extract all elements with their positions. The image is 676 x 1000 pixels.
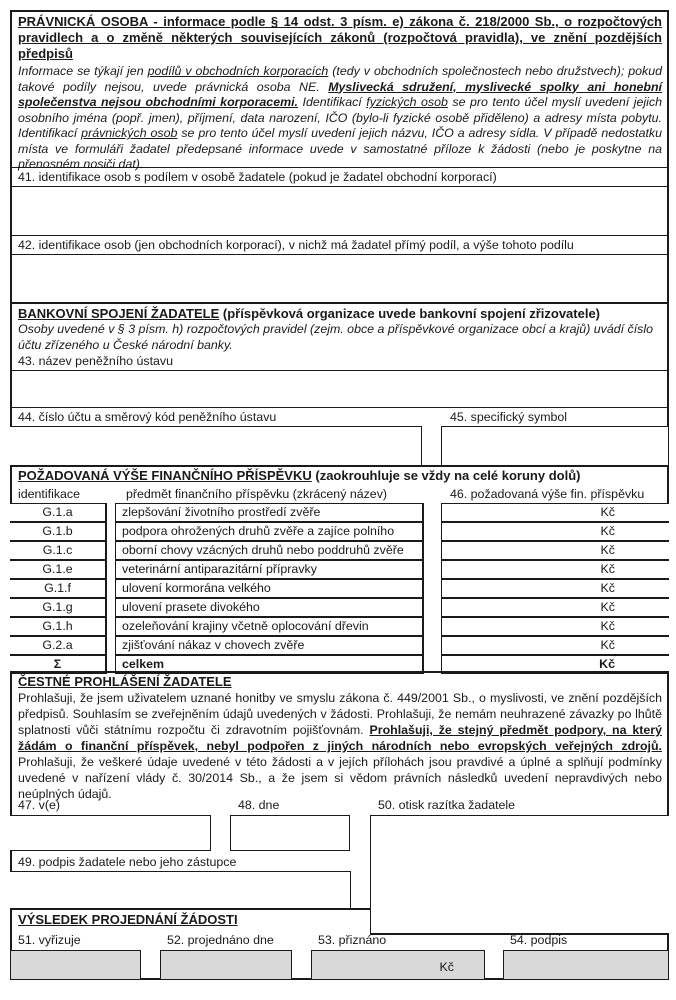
row-amount-input[interactable] [441, 541, 669, 560]
divider [11, 167, 668, 168]
field-43-label: 43. název peněžního ústavu [18, 354, 173, 368]
note-underlined: fyzických osob [366, 95, 448, 109]
currency-label: Kč [600, 543, 615, 557]
row-subject-cell: oborní chovy vzácných druhů nebo poddruhů zvěře [115, 541, 423, 560]
col-header-amount: 46. požadovaná výše fin. příspěvku [450, 487, 645, 501]
section-divider [10, 671, 669, 673]
field-52-label: 52. projednáno dne [167, 933, 274, 947]
declaration-bold: Prohlašuji, že stejný předmět podpory, na který žádám o finanční příspěvek, nebyl podpořen z jiných národních nebo evropských veřejných zdrojů. [18, 723, 662, 753]
legal-person-title-text: PRÁVNICKÁ OSOBA - informace podle § 14 odst. 3 písm. e) zákona č. 218/2000 Sb., o rozpočtových pravidlech a o změně některých souvisejících zákonů (rozpočtová pravidla), ve znění pozdějších předpisů [18, 14, 662, 61]
row-subject-cell: zlepšování životního prostředí zvěře [115, 503, 423, 522]
field-51-label: 51. vyřizuje [18, 933, 81, 947]
row-amount-input[interactable] [441, 503, 669, 522]
note-underlined: právnických osob [81, 126, 178, 140]
total-id-cell: Σ [10, 655, 106, 674]
contribution-title [18, 468, 668, 484]
row-id-cell: G.1.e [10, 560, 106, 579]
currency-label: Kč [600, 638, 615, 652]
currency-label: Kč [600, 562, 615, 576]
field-41-input[interactable] [11, 187, 668, 235]
bank-title-text: BANKOVNÍ SPOJENÍ ŽADATELE [18, 306, 220, 321]
bank-title-suffix: (příspěvková organizace uvede bankovní spojení zřizovatele) [219, 306, 601, 321]
field-44-input[interactable] [10, 426, 422, 466]
note-underlined: podílů v obchodních korporacích [147, 64, 329, 78]
contribution-title-text: POŽADOVANÁ VÝŠE FINANČNÍHO PŘÍSPĚVKU [18, 468, 312, 483]
row-id-cell: G.1.g [10, 598, 106, 617]
row-amount-input[interactable] [441, 522, 669, 541]
currency-label: Kč [600, 581, 615, 595]
row-subject-cell: ulovení kormorána velkého [115, 579, 423, 598]
legal-person-note [18, 64, 662, 173]
legal-person-title [18, 14, 662, 62]
row-id-cell: G.1.c [10, 541, 106, 560]
note-text: (tedy v obchodních společnostech nebo družstvech); pokud takové podíly nejsou, uvede právnická osoba NE. [18, 64, 663, 94]
field-43-input[interactable] [11, 371, 668, 407]
field-53-input[interactable] [311, 950, 485, 979]
row-amount-input[interactable] [441, 579, 669, 598]
row-subject-cell: podpora ohrožených druhů zvěře a zajíce polního [115, 522, 423, 541]
row-amount-input[interactable] [441, 617, 669, 636]
divider [11, 235, 668, 236]
note-text: se pro tento účel myslí uvedení jejich osobního jména (popř. jmen), příjmení, data narození, IČO (bylo-li fyzické osobě přiděleno) a adresy místa pobytu. Identifikací [18, 95, 662, 140]
divider [11, 407, 668, 408]
currency-label: Kč [599, 657, 615, 671]
note-text: Informace se týkají jen [18, 64, 148, 78]
field-49-label: 49. podpis žadatele nebo jeho zástupce [18, 855, 237, 869]
total-subject-cell: celkem [115, 655, 423, 674]
row-subject-cell: veterinární antiparazitární přípravky [115, 560, 423, 579]
row-subject-cell: zjišťování nákaz v chovech zvěře [115, 636, 423, 655]
field-42-input[interactable] [11, 255, 668, 301]
row-amount-input[interactable] [441, 636, 669, 655]
note-text: se pro tento účel myslí uvedení jejich názvu, IČO a adresy sídla. V případě nedostatku místa ve formuláři žadatel předepsané informace uvede v samostatné příloze k žádosti (nebo je poskytne na přenosném nosiči dat). [18, 126, 662, 171]
declaration-text [18, 690, 662, 802]
field-52-input[interactable] [160, 950, 292, 979]
field-44-label: 44. číslo účtu a směrový kód peněžního ústavu [18, 410, 277, 424]
gutter-line [423, 503, 424, 674]
field-54-input[interactable] [503, 950, 668, 979]
col-header-id: identifikace [18, 487, 80, 501]
row-id-cell: G.1.a [10, 503, 106, 522]
currency-label: Kč [600, 619, 615, 633]
field-42-label: 42. identifikace osob (jen obchodních korporací), v nichž má žadatel přímý podíl, a výše tohoto podílu [18, 238, 574, 252]
row-id-cell: G.1.f [10, 579, 106, 598]
field-54-label: 54. podpis [510, 933, 568, 947]
section-divider [10, 302, 669, 304]
section-divider [10, 908, 371, 910]
field-50-input[interactable] [370, 815, 669, 935]
field-53-label: 53. přiznáno [318, 933, 387, 947]
declaration-title [18, 674, 232, 690]
gutter-line [106, 503, 107, 674]
result-title-text: VÝSLEDEK PROJEDNÁNÍ ŽÁDOSTI [18, 912, 238, 927]
field-41-label: 41. identifikace osob s podílem v osobě žadatele (pokud je žadatel obchodní korporací) [18, 170, 497, 184]
bank-title [18, 306, 662, 322]
field-51-input[interactable] [11, 950, 141, 979]
field-53-currency: Kč [439, 960, 454, 974]
currency-label: Kč [600, 505, 615, 519]
section-divider [10, 465, 669, 467]
note-bold: Myslivecká sdružení, myslivecké spolky ani honební společenstva nejsou obchodními korporacemi. [18, 79, 662, 109]
declaration-text-part: Prohlašuji, že veškeré údaje uvedené v této žádosti a v jejích přílohách jsou pravdivé a úplné a splňují podmínky uvedené v nařízení vlády č. 30/2014 Sb., a že jsem si vědom právních následků uvedení nepravdivých nebo neúplných údajů. [18, 755, 662, 801]
field-50-label: 50. otisk razítka žadatele [378, 798, 516, 812]
declaration-text-part: Prohlašuji, že jsem uživatelem uznané honitby ve smyslu zákona č. 449/2001 Sb., o myslivosti, ve znění pozdějších předpisů. Souhlasím se zveřejněním údajů uvedených v žádosti. Prohlašuji, že nemám neuhrazené závazky po lhůtě splatnosti vůči státnímu rozpočtu či zdravotním pojišťovnám. [18, 691, 662, 737]
bank-note: Osoby uvedené v § 3 písm. h) rozpočtových pravidel (zejm. obce a příspěvkové organizace obcí a krajů) uvádí číslo účtu zřízeného u České národní banky. [18, 322, 653, 352]
field-48-label: 48. dne [238, 798, 280, 812]
row-id-cell: G.2.a [10, 636, 106, 655]
field-45-label: 45. specifický symbol [450, 410, 568, 424]
currency-label: Kč [600, 524, 615, 538]
row-amount-input[interactable] [441, 560, 669, 579]
field-48-input[interactable] [230, 815, 350, 851]
declaration-title-text: ČESTNÉ PROHLÁŠENÍ ŽADATELE [18, 674, 232, 689]
field-47-label: 47. v(e) [18, 798, 61, 812]
contribution-title-suffix: (zaokrouhluje se vždy na celé koruny dolů) [311, 468, 581, 483]
field-49-input[interactable] [10, 871, 351, 909]
row-subject-cell: ulovení prasete divokého [115, 598, 423, 617]
row-id-cell: G.1.b [10, 522, 106, 541]
note-text: Identifikací [298, 95, 367, 109]
row-id-cell: G.1.h [10, 617, 106, 636]
row-subject-cell: ozeleňování krajiny včetně oplocování dřevin [115, 617, 423, 636]
field-47-input[interactable] [10, 815, 211, 851]
currency-label: Kč [600, 600, 615, 614]
result-title [18, 912, 238, 928]
row-amount-input[interactable] [441, 598, 669, 617]
field-45-input[interactable] [441, 426, 668, 466]
col-header-subject: předmět finančního příspěvku (zkrácený název) [126, 487, 388, 501]
